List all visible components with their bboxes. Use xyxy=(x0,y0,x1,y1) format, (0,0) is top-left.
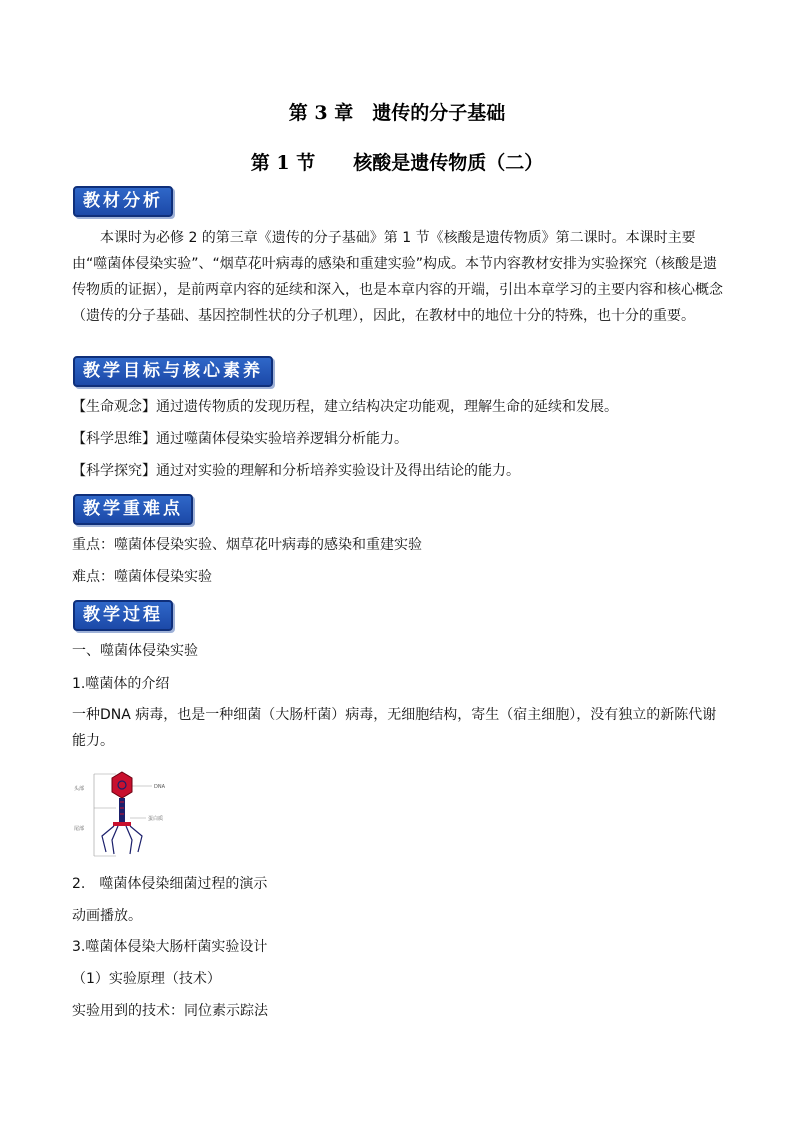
goal-scientific-inquiry: 【科学探究】通过对实验的理解和分析培养实验设计及得出结论的能力。 xyxy=(72,463,520,479)
label-head: 头部 xyxy=(74,786,85,792)
analysis-heading-badge: 教材分析 xyxy=(73,186,173,217)
sub2-text: 动画播放。 xyxy=(72,908,142,924)
label-dna: DNA xyxy=(154,784,166,790)
sub3-1-heading: （1）实验原理（技术） xyxy=(72,971,221,987)
label-tail: 尾部 xyxy=(74,826,85,832)
key-point-text: 重点：噬菌体侵染实验、烟草花叶病毒的感染和重建实验 xyxy=(72,537,422,553)
sub3-heading: 3.噬菌体侵染大肠杆菌实验设计 xyxy=(72,939,268,955)
keypoints-heading-badge: 教学重难点 xyxy=(73,494,193,525)
phage-diagram-svg xyxy=(72,768,182,862)
goal-life-concept: 【生命观念】通过遗传物质的发现历程，建立结构决定功能观，理解生命的延续和发展。 xyxy=(72,399,618,415)
label-protein: 蛋白质 xyxy=(148,816,164,822)
phage-diagram xyxy=(72,768,182,862)
sub2-heading: 2. 噬菌体侵染细菌过程的演示 xyxy=(72,876,268,892)
phage-head-shape xyxy=(112,772,132,798)
sub3-1-text: 实验用到的技术：同位素示踪法 xyxy=(72,1003,268,1019)
part1-heading: 一、噬菌体侵染实验 xyxy=(72,643,198,659)
analysis-paragraph: 本课时为必修 2 的第三章《遗传的分子基础》第 1 节《核酸是遗传物质》第二课时。本课时主要由“噬菌体侵染实验”、“烟草花叶病毒的感染和重建实验”构成。本节内容教材安排为实验探究（核酸是遗传物质的证据），是前两章内容的延续和深入，也是本章内容的开端，引出本章学习的主要内容和核心概念（遗传的分子基础、基因控制性状的分子机理），因此，在教材中的地位十分的特殊，也十分的重要。 xyxy=(72,230,723,324)
section-title: 第 1 节 核酸是遗传物质（二） xyxy=(250,152,544,174)
sub1-paragraph: 一种DNA 病毒，也是一种细菌（大肠杆菌）病毒，无细胞结构，寄生（宿主细胞），没有独立的新陈代谢能力。 xyxy=(72,707,717,749)
sub1-heading: 1.噬菌体的介绍 xyxy=(72,676,170,692)
goal-scientific-thinking: 【科学思维】通过噬菌体侵染实验培养逻辑分析能力。 xyxy=(72,431,408,447)
chapter-title: 第 3 章 遗传的分子基础 xyxy=(288,102,506,124)
goals-heading-badge: 教学目标与核心素养 xyxy=(73,356,273,387)
difficulty-text: 难点：噬菌体侵染实验 xyxy=(72,569,212,585)
process-heading-badge: 教学过程 xyxy=(73,600,173,631)
